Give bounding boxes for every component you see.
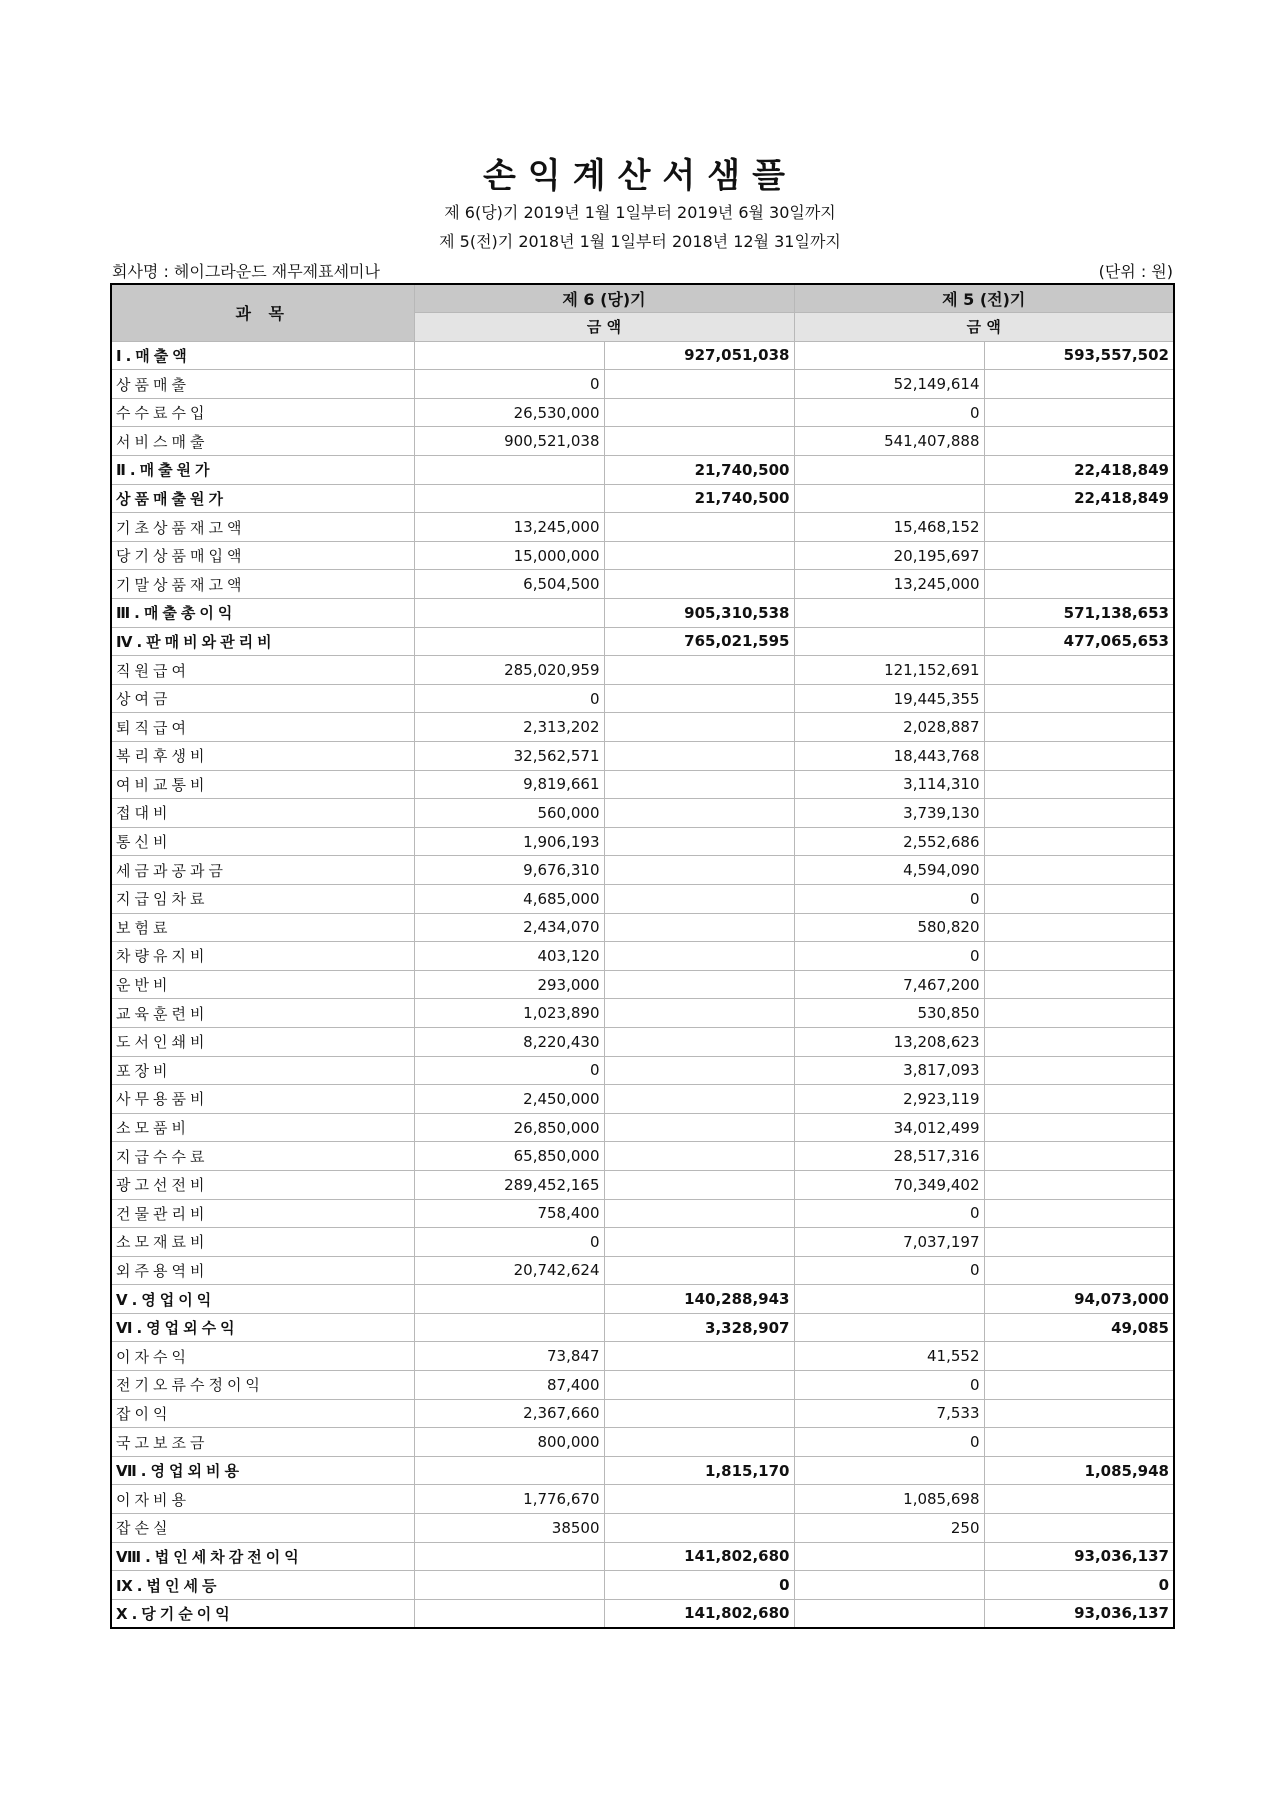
row-label: 복리후생비 xyxy=(111,742,414,771)
row-label: 세금과공과금 xyxy=(111,856,414,885)
current-detail-amount xyxy=(414,627,604,656)
row-label: 건물관리비 xyxy=(111,1199,414,1228)
prior-detail-amount: 2,028,887 xyxy=(794,713,984,742)
prior-detail-amount xyxy=(794,484,984,513)
prior-detail-amount: 3,114,310 xyxy=(794,770,984,799)
current-detail-amount: 900,521,038 xyxy=(414,427,604,456)
table-body xyxy=(111,341,1174,1628)
current-detail-amount: 1,906,193 xyxy=(414,827,604,856)
table-row xyxy=(111,856,1174,885)
current-detail-amount: 560,000 xyxy=(414,799,604,828)
header-prior-amount: 금 액 xyxy=(794,313,1174,342)
current-detail-amount xyxy=(414,1313,604,1342)
row-label: Ⅶ.영업외비용 xyxy=(111,1456,414,1485)
table-row xyxy=(111,1228,1174,1257)
current-total-amount: 140,288,943 xyxy=(604,1285,794,1314)
current-detail-amount: 0 xyxy=(414,684,604,713)
row-label: Ⅹ.당기순이익 xyxy=(111,1599,414,1628)
prior-total-amount xyxy=(984,799,1174,828)
current-detail-amount: 13,245,000 xyxy=(414,513,604,542)
row-label: 상품매출원가 xyxy=(111,484,414,513)
current-detail-amount: 26,850,000 xyxy=(414,1113,604,1142)
table-row xyxy=(111,1285,1174,1314)
header-subject: 과 목 xyxy=(111,284,414,341)
current-total-amount xyxy=(604,742,794,771)
row-label: 운반비 xyxy=(111,970,414,999)
row-label: 직원급여 xyxy=(111,656,414,685)
prior-detail-amount: 0 xyxy=(794,942,984,971)
unit-label: (단위 : 원) xyxy=(1098,262,1173,281)
prior-detail-amount xyxy=(794,1285,984,1314)
row-label: 당기상품매입액 xyxy=(111,541,414,570)
table-row xyxy=(111,599,1174,628)
current-total-amount: 927,051,038 xyxy=(604,341,794,370)
prior-total-amount: 22,418,849 xyxy=(984,456,1174,485)
prior-total-amount xyxy=(984,913,1174,942)
current-detail-amount: 2,450,000 xyxy=(414,1085,604,1114)
row-label: Ⅱ.매출원가 xyxy=(111,456,414,485)
prior-total-amount xyxy=(984,884,1174,913)
current-detail-amount: 87,400 xyxy=(414,1371,604,1400)
table-row xyxy=(111,1428,1174,1457)
current-detail-amount: 293,000 xyxy=(414,970,604,999)
current-detail-amount: 0 xyxy=(414,1056,604,1085)
current-detail-amount xyxy=(414,484,604,513)
current-detail-amount: 2,367,660 xyxy=(414,1399,604,1428)
current-total-amount xyxy=(604,1371,794,1400)
prior-total-amount xyxy=(984,1056,1174,1085)
table-row xyxy=(111,1599,1174,1628)
table-row xyxy=(111,827,1174,856)
table-row xyxy=(111,1170,1174,1199)
prior-detail-amount: 0 xyxy=(794,1256,984,1285)
current-detail-amount xyxy=(414,1285,604,1314)
prior-detail-amount: 0 xyxy=(794,884,984,913)
current-total-amount xyxy=(604,770,794,799)
current-total-amount xyxy=(604,827,794,856)
table-row xyxy=(111,656,1174,685)
table-row xyxy=(111,799,1174,828)
row-label: 교육훈련비 xyxy=(111,999,414,1028)
table-row xyxy=(111,484,1174,513)
current-detail-amount: 800,000 xyxy=(414,1428,604,1457)
row-label: 기말상품재고액 xyxy=(111,570,414,599)
current-total-amount xyxy=(604,1027,794,1056)
current-total-amount xyxy=(604,1514,794,1543)
row-label: 도서인쇄비 xyxy=(111,1027,414,1056)
current-total-amount xyxy=(604,684,794,713)
current-detail-amount xyxy=(414,456,604,485)
prior-total-amount xyxy=(984,1256,1174,1285)
prior-detail-amount: 1,085,698 xyxy=(794,1485,984,1514)
prior-detail-amount: 3,739,130 xyxy=(794,799,984,828)
row-label: 이자수익 xyxy=(111,1342,414,1371)
prior-total-amount xyxy=(984,1085,1174,1114)
row-label: 잡손실 xyxy=(111,1514,414,1543)
prior-total-amount xyxy=(984,1342,1174,1371)
prior-total-amount xyxy=(984,1113,1174,1142)
current-detail-amount: 6,504,500 xyxy=(414,570,604,599)
current-detail-amount: 15,000,000 xyxy=(414,541,604,570)
prior-detail-amount: 18,443,768 xyxy=(794,742,984,771)
row-label: Ⅲ.매출총이익 xyxy=(111,599,414,628)
table-row xyxy=(111,1056,1174,1085)
prior-detail-amount xyxy=(794,599,984,628)
table-row xyxy=(111,513,1174,542)
prior-total-amount xyxy=(984,427,1174,456)
table-row xyxy=(111,627,1174,656)
prior-detail-amount xyxy=(794,1456,984,1485)
current-detail-amount: 20,742,624 xyxy=(414,1256,604,1285)
prior-total-amount xyxy=(984,713,1174,742)
header-current-amount: 금 액 xyxy=(414,313,794,342)
prior-total-amount xyxy=(984,1027,1174,1056)
row-label: 소모재료비 xyxy=(111,1228,414,1257)
prior-detail-amount: 15,468,152 xyxy=(794,513,984,542)
prior-total-amount xyxy=(984,1428,1174,1457)
row-label: 여비교통비 xyxy=(111,770,414,799)
current-detail-amount xyxy=(414,341,604,370)
income-statement-table xyxy=(110,283,1175,1629)
current-detail-amount: 9,819,661 xyxy=(414,770,604,799)
prior-detail-amount: 0 xyxy=(794,1428,984,1457)
current-total-amount xyxy=(604,799,794,828)
row-label: 접대비 xyxy=(111,799,414,828)
table-row xyxy=(111,713,1174,742)
table-row xyxy=(111,913,1174,942)
prior-total-amount: 593,557,502 xyxy=(984,341,1174,370)
prior-detail-amount: 0 xyxy=(794,398,984,427)
document-title: 손익계산서샘플 xyxy=(483,156,797,196)
current-total-amount xyxy=(604,513,794,542)
current-total-amount xyxy=(604,1256,794,1285)
row-label: 지급수수료 xyxy=(111,1142,414,1171)
prior-total-amount xyxy=(984,1228,1174,1257)
prior-total-amount xyxy=(984,684,1174,713)
prior-total-amount: 49,085 xyxy=(984,1313,1174,1342)
prior-detail-amount xyxy=(794,456,984,485)
current-detail-amount: 1,023,890 xyxy=(414,999,604,1028)
prior-total-amount xyxy=(984,513,1174,542)
current-total-amount: 141,802,680 xyxy=(604,1542,794,1571)
prior-total-amount xyxy=(984,398,1174,427)
current-detail-amount: 1,776,670 xyxy=(414,1485,604,1514)
table-row xyxy=(111,942,1174,971)
row-label: 지급임차료 xyxy=(111,884,414,913)
current-total-amount: 21,740,500 xyxy=(604,484,794,513)
table-row xyxy=(111,1113,1174,1142)
current-detail-amount: 9,676,310 xyxy=(414,856,604,885)
row-label: 포장비 xyxy=(111,1056,414,1085)
current-detail-amount: 38500 xyxy=(414,1514,604,1543)
prior-detail-amount: 0 xyxy=(794,1371,984,1400)
period-current: 제 6(당)기 2019년 1월 1일부터 2019년 6월 30일까지 xyxy=(444,203,836,222)
prior-total-amount xyxy=(984,1170,1174,1199)
current-detail-amount: 32,562,571 xyxy=(414,742,604,771)
current-total-amount xyxy=(604,713,794,742)
table-row xyxy=(111,1342,1174,1371)
prior-detail-amount: 0 xyxy=(794,1199,984,1228)
row-label: 수수료수입 xyxy=(111,398,414,427)
row-label: 외주용역비 xyxy=(111,1256,414,1285)
table-row xyxy=(111,742,1174,771)
row-label: 광고선전비 xyxy=(111,1170,414,1199)
row-label: Ⅳ.판매비와관리비 xyxy=(111,627,414,656)
prior-total-amount: 1,085,948 xyxy=(984,1456,1174,1485)
table-row xyxy=(111,1371,1174,1400)
prior-detail-amount: 19,445,355 xyxy=(794,684,984,713)
current-total-amount xyxy=(604,1142,794,1171)
prior-detail-amount: 3,817,093 xyxy=(794,1056,984,1085)
company-name: 회사명 : 헤이그라운드 재무제표세미나 xyxy=(112,262,380,281)
prior-total-amount: 93,036,137 xyxy=(984,1542,1174,1571)
prior-total-amount xyxy=(984,1514,1174,1543)
row-label: 잡이익 xyxy=(111,1399,414,1428)
header-current-period: 제 6 (당)기 xyxy=(414,284,794,313)
prior-detail-amount: 121,152,691 xyxy=(794,656,984,685)
current-total-amount xyxy=(604,398,794,427)
prior-detail-amount xyxy=(794,1542,984,1571)
row-label: 이자비용 xyxy=(111,1485,414,1514)
current-total-amount xyxy=(604,1085,794,1114)
prior-total-amount: 94,073,000 xyxy=(984,1285,1174,1314)
current-total-amount: 1,815,170 xyxy=(604,1456,794,1485)
current-detail-amount: 0 xyxy=(414,1228,604,1257)
table-row xyxy=(111,341,1174,370)
table-row xyxy=(111,1571,1174,1600)
prior-detail-amount: 530,850 xyxy=(794,999,984,1028)
current-detail-amount xyxy=(414,1599,604,1628)
current-detail-amount: 4,685,000 xyxy=(414,884,604,913)
header-prior-period: 제 5 (전)기 xyxy=(794,284,1174,313)
table-row xyxy=(111,1456,1174,1485)
current-total-amount xyxy=(604,370,794,399)
current-detail-amount: 289,452,165 xyxy=(414,1170,604,1199)
current-total-amount xyxy=(604,1199,794,1228)
table-row xyxy=(111,770,1174,799)
period-prior: 제 5(전)기 2018년 1월 1일부터 2018년 12월 31일까지 xyxy=(439,232,841,251)
current-total-amount xyxy=(604,1113,794,1142)
current-total-amount xyxy=(604,970,794,999)
row-label: 보험료 xyxy=(111,913,414,942)
prior-total-amount xyxy=(984,827,1174,856)
row-label: 국고보조금 xyxy=(111,1428,414,1457)
table-row xyxy=(111,1027,1174,1056)
prior-total-amount xyxy=(984,942,1174,971)
table-row xyxy=(111,684,1174,713)
table-row xyxy=(111,1313,1174,1342)
current-total-amount xyxy=(604,942,794,971)
current-total-amount: 905,310,538 xyxy=(604,599,794,628)
prior-total-amount xyxy=(984,1199,1174,1228)
table-row xyxy=(111,1542,1174,1571)
current-total-amount xyxy=(604,1399,794,1428)
current-total-amount xyxy=(604,1170,794,1199)
row-label: 서비스매출 xyxy=(111,427,414,456)
prior-total-amount: 0 xyxy=(984,1571,1174,1600)
current-total-amount xyxy=(604,427,794,456)
table-row xyxy=(111,884,1174,913)
prior-detail-amount: 20,195,697 xyxy=(794,541,984,570)
current-total-amount: 141,802,680 xyxy=(604,1599,794,1628)
table-row xyxy=(111,541,1174,570)
table-row xyxy=(111,398,1174,427)
prior-detail-amount: 70,349,402 xyxy=(794,1170,984,1199)
row-label: 기초상품재고액 xyxy=(111,513,414,542)
current-total-amount xyxy=(604,570,794,599)
prior-detail-amount: 52,149,614 xyxy=(794,370,984,399)
prior-detail-amount: 41,552 xyxy=(794,1342,984,1371)
prior-total-amount xyxy=(984,970,1174,999)
prior-total-amount xyxy=(984,742,1174,771)
row-label: Ⅴ.영업이익 xyxy=(111,1285,414,1314)
current-total-amount: 21,740,500 xyxy=(604,456,794,485)
row-label: Ⅵ.영업외수익 xyxy=(111,1313,414,1342)
prior-detail-amount xyxy=(794,341,984,370)
table-row xyxy=(111,1514,1174,1543)
current-detail-amount: 2,313,202 xyxy=(414,713,604,742)
current-total-amount xyxy=(604,856,794,885)
prior-detail-amount: 2,923,119 xyxy=(794,1085,984,1114)
table-row xyxy=(111,570,1174,599)
prior-detail-amount: 4,594,090 xyxy=(794,856,984,885)
current-detail-amount xyxy=(414,1456,604,1485)
current-total-amount xyxy=(604,541,794,570)
prior-detail-amount: 7,533 xyxy=(794,1399,984,1428)
row-label: Ⅸ.법인세등 xyxy=(111,1571,414,1600)
prior-total-amount: 93,036,137 xyxy=(984,1599,1174,1628)
current-detail-amount: 285,020,959 xyxy=(414,656,604,685)
row-label: 소모품비 xyxy=(111,1113,414,1142)
prior-detail-amount: 13,208,623 xyxy=(794,1027,984,1056)
current-total-amount: 765,021,595 xyxy=(604,627,794,656)
prior-detail-amount: 2,552,686 xyxy=(794,827,984,856)
prior-total-amount: 22,418,849 xyxy=(984,484,1174,513)
prior-total-amount xyxy=(984,856,1174,885)
prior-detail-amount: 28,517,316 xyxy=(794,1142,984,1171)
prior-total-amount: 477,065,653 xyxy=(984,627,1174,656)
prior-detail-amount xyxy=(794,1571,984,1600)
prior-detail-amount xyxy=(794,1599,984,1628)
prior-detail-amount: 13,245,000 xyxy=(794,570,984,599)
prior-total-amount xyxy=(984,999,1174,1028)
row-label: Ⅰ.매출액 xyxy=(111,341,414,370)
current-detail-amount xyxy=(414,1542,604,1571)
current-total-amount: 0 xyxy=(604,1571,794,1600)
prior-total-amount xyxy=(984,1485,1174,1514)
row-label: 퇴직급여 xyxy=(111,713,414,742)
current-total-amount xyxy=(604,1056,794,1085)
prior-total-amount xyxy=(984,570,1174,599)
table-row xyxy=(111,1085,1174,1114)
prior-total-amount xyxy=(984,370,1174,399)
row-label: 전기오류수정이익 xyxy=(111,1371,414,1400)
prior-detail-amount: 580,820 xyxy=(794,913,984,942)
current-total-amount xyxy=(604,999,794,1028)
table-row xyxy=(111,1399,1174,1428)
current-detail-amount: 73,847 xyxy=(414,1342,604,1371)
current-total-amount xyxy=(604,884,794,913)
current-total-amount xyxy=(604,656,794,685)
table-row xyxy=(111,1485,1174,1514)
current-detail-amount: 8,220,430 xyxy=(414,1027,604,1056)
table-row xyxy=(111,456,1174,485)
prior-detail-amount: 7,037,197 xyxy=(794,1228,984,1257)
table-row xyxy=(111,1199,1174,1228)
current-total-amount xyxy=(604,1342,794,1371)
current-detail-amount: 65,850,000 xyxy=(414,1142,604,1171)
current-detail-amount: 26,530,000 xyxy=(414,398,604,427)
table-row xyxy=(111,370,1174,399)
current-detail-amount xyxy=(414,1571,604,1600)
table-row xyxy=(111,970,1174,999)
current-total-amount xyxy=(604,1228,794,1257)
prior-total-amount xyxy=(984,1399,1174,1428)
prior-total-amount: 571,138,653 xyxy=(984,599,1174,628)
current-detail-amount: 403,120 xyxy=(414,942,604,971)
current-detail-amount: 758,400 xyxy=(414,1199,604,1228)
prior-detail-amount: 541,407,888 xyxy=(794,427,984,456)
current-total-amount: 3,328,907 xyxy=(604,1313,794,1342)
table-row xyxy=(111,1142,1174,1171)
prior-total-amount xyxy=(984,1142,1174,1171)
current-detail-amount: 2,434,070 xyxy=(414,913,604,942)
row-label: 상여금 xyxy=(111,684,414,713)
prior-detail-amount: 7,467,200 xyxy=(794,970,984,999)
prior-detail-amount xyxy=(794,1313,984,1342)
prior-detail-amount: 250 xyxy=(794,1514,984,1543)
prior-total-amount xyxy=(984,770,1174,799)
current-total-amount xyxy=(604,1428,794,1457)
current-total-amount xyxy=(604,1485,794,1514)
current-detail-amount: 0 xyxy=(414,370,604,399)
prior-total-amount xyxy=(984,656,1174,685)
row-label: 통신비 xyxy=(111,827,414,856)
current-total-amount xyxy=(604,913,794,942)
prior-detail-amount: 34,012,499 xyxy=(794,1113,984,1142)
current-detail-amount xyxy=(414,599,604,628)
row-label: 사무용품비 xyxy=(111,1085,414,1114)
prior-detail-amount xyxy=(794,627,984,656)
row-label: 차량유지비 xyxy=(111,942,414,971)
row-label: Ⅷ.법인세차감전이익 xyxy=(111,1542,414,1571)
prior-total-amount xyxy=(984,541,1174,570)
table-row xyxy=(111,1256,1174,1285)
table-row xyxy=(111,427,1174,456)
prior-total-amount xyxy=(984,1371,1174,1400)
table-row xyxy=(111,999,1174,1028)
row-label: 상품매출 xyxy=(111,370,414,399)
